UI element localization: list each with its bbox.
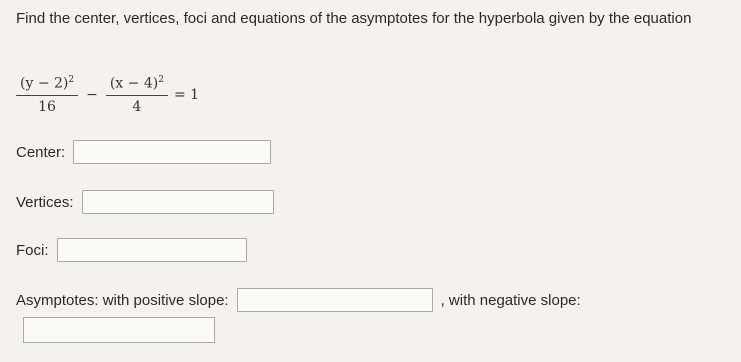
minus-sign: −: [86, 87, 98, 103]
foci-row: [16, 238, 247, 262]
vertices-label: Vertices:: [16, 193, 74, 211]
y-numerator-text: (y − 2): [20, 75, 69, 92]
hyperbola-equation: [16, 70, 199, 120]
fraction-y-denominator: 16: [38, 98, 56, 115]
fraction-x-denominator: 4: [132, 98, 142, 115]
asymptotes-label: Asymptotes: with positive slope:: [16, 291, 229, 309]
foci-label: Foci:: [16, 241, 49, 259]
fraction-y-numerator: [16, 75, 78, 96]
x-numerator-text: (x − 4): [109, 75, 159, 92]
x-exponent: 2: [158, 75, 164, 86]
fraction-x-numerator: [106, 75, 168, 96]
center-input[interactable]: [73, 140, 271, 164]
fraction-y-term: [16, 75, 78, 115]
fraction-x-term: [106, 75, 168, 115]
positive-slope-input[interactable]: [237, 288, 433, 312]
question-prompt: Find the center, vertices, foci and equations of the asymptotes for the hyperbola given by the equation: [16, 10, 692, 27]
negative-slope-label: , with negative slope:: [440, 291, 581, 309]
asymptotes-row: [16, 288, 581, 312]
equals-one: = 1: [173, 87, 200, 103]
vertices-row: [16, 190, 274, 214]
center-row: [16, 140, 271, 164]
foci-input[interactable]: [57, 238, 247, 262]
center-label: Center:: [16, 143, 66, 161]
vertices-input[interactable]: [82, 190, 274, 214]
y-exponent: 2: [68, 75, 75, 86]
negative-slope-input[interactable]: [23, 317, 215, 343]
